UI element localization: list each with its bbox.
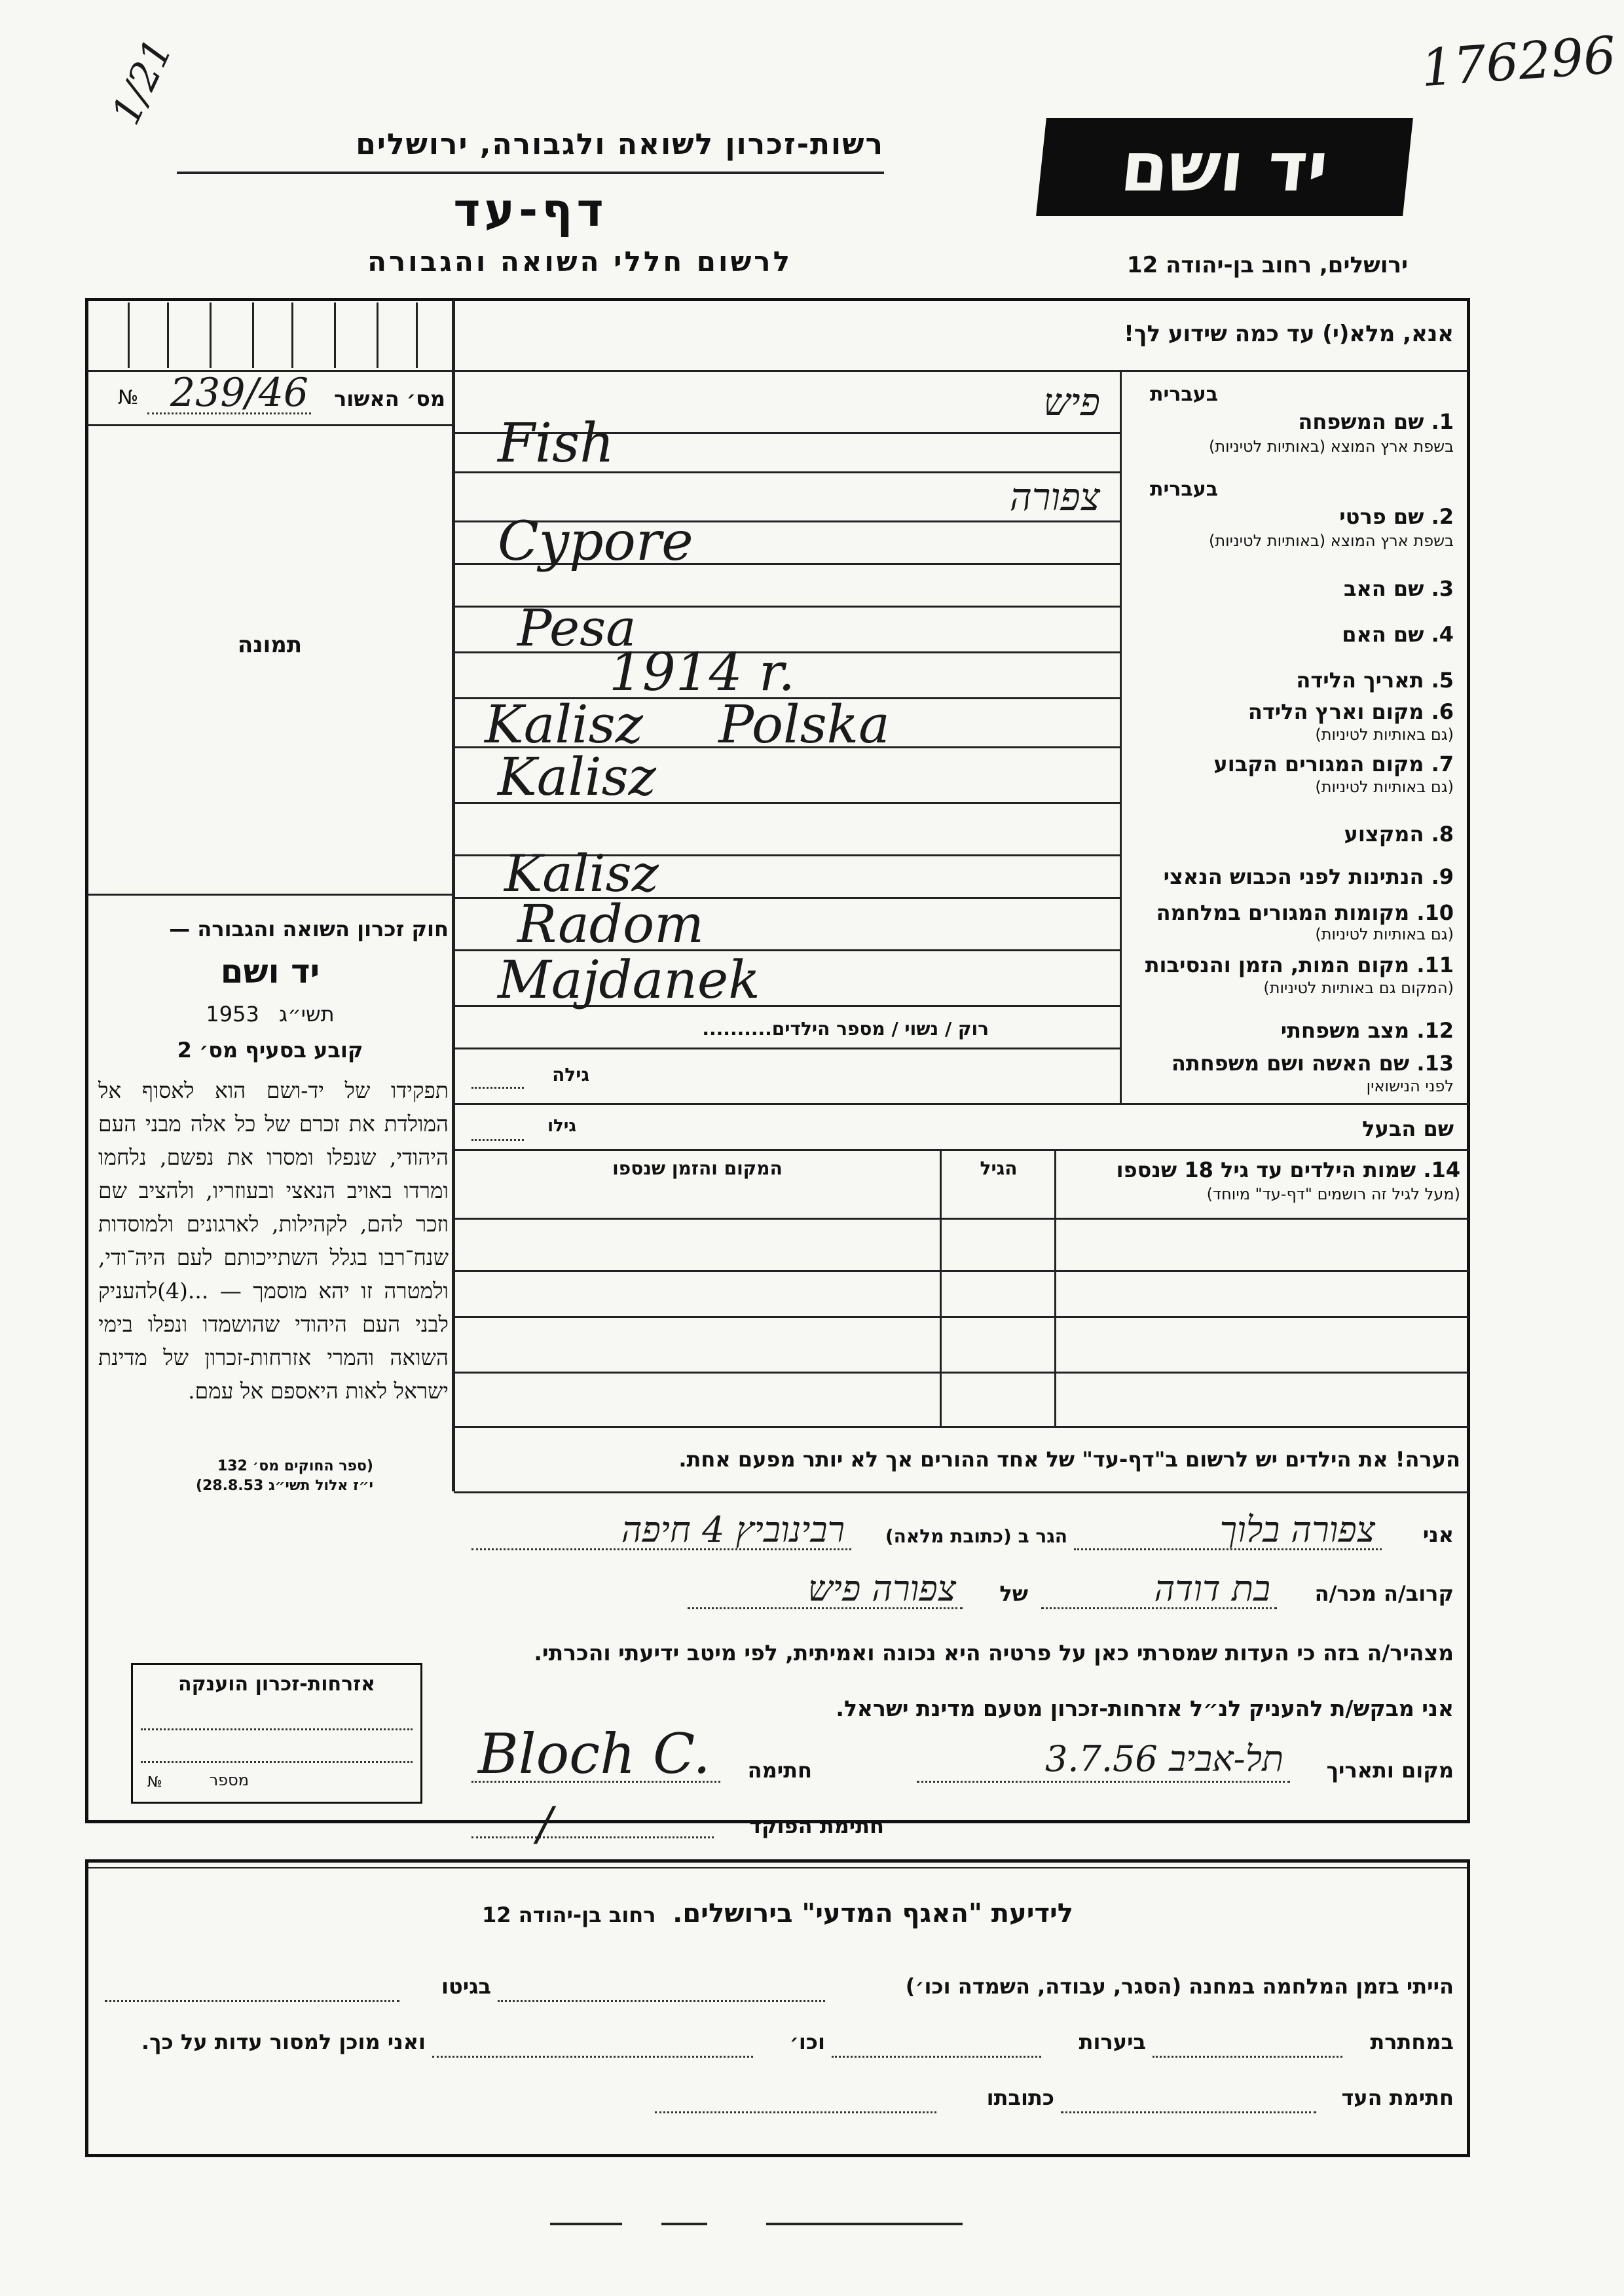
field-9-text: הנתינות לפני הכבוש הנאצי xyxy=(1163,864,1424,889)
field-3-number: 3. xyxy=(1431,576,1454,601)
children-row-rule xyxy=(454,1316,1469,1318)
info-line2-fill xyxy=(832,2056,1041,2058)
field-7-value: Kalisz xyxy=(498,746,656,807)
field-11-text: מקום המות, הזמן והנסיבות xyxy=(1145,953,1410,977)
field-13-text: שם האשה ושם משפחתה xyxy=(1171,1051,1410,1076)
info-line3-b: כתובתו xyxy=(986,2085,1054,2110)
declarant-relation-value: בת דודה xyxy=(1154,1568,1270,1609)
signature-value: Bloch C. xyxy=(478,1722,710,1786)
record-box-tick xyxy=(416,302,418,368)
place-date-value: תל-אביב 3.7.56 xyxy=(1045,1738,1283,1779)
info-line2-a: במחתרת xyxy=(1370,2030,1454,2054)
field-11-number: 11. xyxy=(1416,953,1454,977)
husband-age-label: גילו xyxy=(547,1116,576,1136)
law-heading: חוק זכרון השואה והגבורה — xyxy=(169,917,449,941)
field-divider xyxy=(1120,372,1122,1105)
record-box-tick xyxy=(291,302,293,368)
children-subtitle: (מעל לגיל זה רושמים "דף-עד" מיוחד) xyxy=(1206,1185,1460,1203)
field-2-label xyxy=(1126,504,1454,529)
archive-number: 176296 xyxy=(1419,26,1618,99)
children-col-divider xyxy=(940,1149,942,1427)
field-6-value: Kalisz Polska xyxy=(485,694,890,755)
info-line1-b: בגיטו xyxy=(441,1974,491,1999)
field-13-label xyxy=(1126,1051,1454,1076)
citizenship-line xyxy=(141,1761,413,1763)
declarant-relation-label: קרוב/ה מכר/ה xyxy=(1314,1581,1454,1606)
header-rule xyxy=(177,172,884,174)
field-1-hebrew-value: פיש xyxy=(1043,380,1100,424)
logo-text: יד ושם xyxy=(1117,127,1332,207)
record-no-sign: № xyxy=(118,386,139,409)
children-title: 14. שמות הילדים עד גיל 18 שנספו xyxy=(1116,1157,1460,1182)
field-12-number: 12. xyxy=(1416,1018,1454,1043)
info-line1-fill xyxy=(498,2000,825,2002)
info-title-address: רחוב בן-יהודה 12 xyxy=(482,1903,656,1927)
info-line3-fill xyxy=(655,2111,936,2113)
children-col-place: המקום והזמן שנספו xyxy=(612,1157,783,1179)
place-date-label: מקום ותאריך xyxy=(1326,1758,1454,1783)
info-line1-fill xyxy=(105,2000,399,2002)
field-4-value: Pesa xyxy=(517,599,637,658)
field-3-label xyxy=(1126,576,1454,601)
field-8-label xyxy=(1126,822,1454,847)
field-10-label xyxy=(1126,900,1454,925)
info-line2-b: ביערות xyxy=(1079,2030,1146,2054)
husband-label: שם הבעל xyxy=(1362,1116,1454,1141)
officer-signature-value: / xyxy=(537,1797,553,1851)
field-10-number: 10. xyxy=(1416,900,1454,925)
field-10-sub: (גם באותיות לטיניות) xyxy=(1315,925,1454,943)
wife-age-line xyxy=(471,1087,524,1089)
children-row-rule xyxy=(454,1270,1469,1272)
field-6-number: 6. xyxy=(1431,699,1454,724)
info-line2-fill xyxy=(1153,2056,1342,2058)
scan-mark xyxy=(550,2223,622,2225)
children-col-divider xyxy=(1054,1149,1056,1427)
info-line2-c: וכו׳ xyxy=(789,2030,825,2054)
field-7-number: 7. xyxy=(1431,752,1454,776)
form-subtitle: לרשום חללי השואה והגבורה xyxy=(367,246,792,278)
record-box-tick xyxy=(210,302,212,368)
info-line2-fill xyxy=(432,2056,753,2058)
note-rule xyxy=(454,1491,1469,1493)
marital-options: רוק / נשוי / מספר הילדים.......... xyxy=(702,1018,989,1040)
info-line3-a: חתימת העד xyxy=(1341,2085,1454,2110)
children-row-rule xyxy=(454,1372,1469,1374)
field-9-value: Kalisz xyxy=(504,845,659,903)
instructions-rule xyxy=(454,370,1469,372)
yad-vashem-logo xyxy=(1036,118,1413,216)
citizenship-no-sign: № xyxy=(147,1774,162,1791)
field-11-value: Majdanek xyxy=(498,949,760,1010)
field-11-label xyxy=(1126,953,1454,977)
photo-top-rule xyxy=(87,424,452,426)
field-6-sub: (גם באותיות לטיניות) xyxy=(1315,725,1454,744)
law-year-row xyxy=(92,1002,449,1027)
law-section: קובע בסעיף מס׳ 2 xyxy=(177,1038,363,1063)
children-col-age: הגיל xyxy=(980,1157,1018,1179)
scan-mark xyxy=(661,2223,707,2225)
declarant-of-label: של xyxy=(999,1581,1028,1606)
children-row-rule xyxy=(454,1426,1469,1428)
citizenship-box-title: אזרחות-זכרון הוענקה xyxy=(177,1673,376,1696)
field-5-text: תאריך הלידה xyxy=(1296,668,1424,693)
field-12-label xyxy=(1126,1018,1454,1043)
law-reference xyxy=(98,1457,373,1496)
record-box-tick xyxy=(167,302,169,368)
field-1-text: שם המשפחה xyxy=(1298,409,1424,434)
field-4-text: שם האם xyxy=(1342,622,1424,647)
record-box-tick xyxy=(128,302,130,368)
declarant-resides-label: הגר ב (כתובת מלאה) xyxy=(885,1525,1067,1547)
field-8-text: המקצוע xyxy=(1344,822,1424,847)
authority-name: רשות-זכרון לשואה ולגבורה, ירושלים xyxy=(356,128,884,161)
field-11-sub: (המקום גם באותיות לטיניות) xyxy=(1263,979,1454,997)
header-address: ירושלים, רחוב בן-יהודה 12 xyxy=(1126,252,1408,278)
place-date-line xyxy=(917,1781,1290,1783)
declarant-of-value: צפורה פיש xyxy=(807,1568,956,1609)
info-line2-d: ואני מוכן למסור עדות על כך. xyxy=(141,2030,426,2054)
field-6-text: מקום וארץ הלידה xyxy=(1247,699,1424,724)
field-4-number: 4. xyxy=(1431,622,1454,647)
note: הערה! את הילדים יש לרשום ב"דף-עד" של אחד ההורים אך לא יותר מפעם אחת. xyxy=(678,1447,1460,1472)
field-6-label xyxy=(1126,699,1454,724)
info-title: לידיעת "האגף המדעי" בירושלים. xyxy=(673,1899,1073,1929)
record-box-tick xyxy=(252,302,254,368)
law-year: 1953 xyxy=(206,1002,259,1027)
declarant-i-value: צפורה בלוך xyxy=(1219,1509,1375,1550)
field-7-sub: (גם באותיות לטיניות) xyxy=(1315,778,1454,796)
info-line3-fill xyxy=(1061,2111,1316,2113)
info-line1-a: הייתי בזמן המלחמה במחנה (הסגר, עבודה, השמדה וכו׳) xyxy=(905,1974,1454,1999)
field-12-rule xyxy=(454,1048,1120,1049)
declarant-i-label: אני xyxy=(1422,1522,1454,1547)
children-top-rule xyxy=(454,1149,1469,1151)
law-reference-line: (ספר החוקים מס׳ 132 xyxy=(217,1458,373,1474)
field-1-label xyxy=(1126,409,1454,434)
field-10-text: מקומות המגורים במלחמה xyxy=(1156,900,1410,925)
field-1-hebrew-tag: בעברית xyxy=(1150,383,1218,406)
children-row-rule xyxy=(454,1218,1469,1220)
field-8-number: 8. xyxy=(1431,822,1454,847)
field-5-number: 5. xyxy=(1431,668,1454,693)
field-7-text: מקום המגורים הקבוע xyxy=(1213,752,1424,776)
citizenship-line xyxy=(141,1728,413,1730)
field-2-number: 2. xyxy=(1431,504,1454,529)
instructions: אנא, מלא(י) עד כמה שידוע לך! xyxy=(1124,321,1454,347)
field-2-hebrew-value: צפורה xyxy=(1009,475,1100,519)
form-title: דף-עד xyxy=(453,183,608,237)
law-reference-line: י״ז אלול תשי״ג 28.8.53) xyxy=(195,1478,373,1494)
photo-bottom-rule xyxy=(87,894,452,896)
request-text: אני מבקש/ת להעניק לנ״ל אזרחות-זכרון מטעם מדינת ישראל. xyxy=(836,1696,1454,1721)
field-1-sub: בשפת ארץ המוצא (באותיות לטיניות) xyxy=(1209,437,1454,456)
field-2-hebrew-tag: בעברית xyxy=(1150,478,1218,501)
law-name: יד ושם xyxy=(220,953,320,991)
field-10-value: Radom xyxy=(517,894,704,955)
declaration-text: מצהיר/ה בזה כי העדות שמסרתי כאן על פרטיה היא נכונה ואמיתית, לפי מיטב ידיעתי והכרתי. xyxy=(534,1640,1454,1666)
field-7-label xyxy=(1126,752,1454,776)
field-13-number: 13. xyxy=(1416,1051,1454,1076)
field-5-value: 1914 r. xyxy=(609,642,795,702)
record-label: מס׳ האשור xyxy=(333,386,445,411)
field-3-text: שם האב xyxy=(1343,576,1424,601)
field-9-number: 9. xyxy=(1431,864,1454,889)
husband-age-line xyxy=(471,1139,524,1141)
field-2-sub: בשפת ארץ המוצא (באותיות לטיניות) xyxy=(1209,532,1454,550)
info-title-row xyxy=(92,1899,1464,1929)
field-2-value: Cypore xyxy=(498,511,693,573)
field-12-text: מצב משפחתי xyxy=(1280,1018,1410,1043)
field-4-label xyxy=(1126,622,1454,647)
field-9-label xyxy=(1126,864,1454,889)
signature-label: חתימה xyxy=(747,1758,812,1783)
field-13-rule xyxy=(454,1103,1469,1105)
declarant-resides-value: רבינוביץ 4 חיפה xyxy=(621,1509,845,1550)
field-5-label xyxy=(1126,668,1454,693)
record-box-tick xyxy=(334,302,336,368)
wife-age-label: גילה xyxy=(552,1064,589,1085)
law-text: תפקידו של יד-ושם הוא לאסוף אל המולדת את זכרם של כל אלה מבני העם היהודי, שנפלו ומסרו את נפשם, נלחמו ומרדו באויב הנאצי ובעוזריו, ולהציב שם וזכר להם, לקהילות, לארגונים ולמוסדות שנח־רבו בגלל השתייכותם לעם היה־ודי, ולמטרה זו יהא מוסמך — ...(4)להעניק לבני העם היהודי שהושמדו ונפלו בימי השואה והמרי אזרחות-זכרון של מדינת ישראל לאות היאספם אל עמם. xyxy=(98,1078,449,1404)
officer-signature-line xyxy=(471,1836,714,1838)
officer-signature-label: חתימת הפוקד xyxy=(749,1813,884,1838)
record-box-tick xyxy=(377,302,378,368)
field-1-number: 1. xyxy=(1431,409,1454,434)
scan-mark xyxy=(766,2223,963,2225)
left-column-divider xyxy=(452,300,455,1491)
citizenship-no-label: מספר xyxy=(209,1771,249,1789)
field-1-value: Fish xyxy=(498,412,615,475)
photo-label: תמונה xyxy=(237,632,303,658)
corner-mark: 1/21 xyxy=(103,32,182,132)
field-13-sub: לפני הנישואין xyxy=(1366,1077,1454,1095)
field-2-text: שם פרטי xyxy=(1339,504,1424,529)
law-year-hebrew: תשי״ג xyxy=(278,1002,335,1027)
record-number: 239/46 xyxy=(170,370,309,416)
